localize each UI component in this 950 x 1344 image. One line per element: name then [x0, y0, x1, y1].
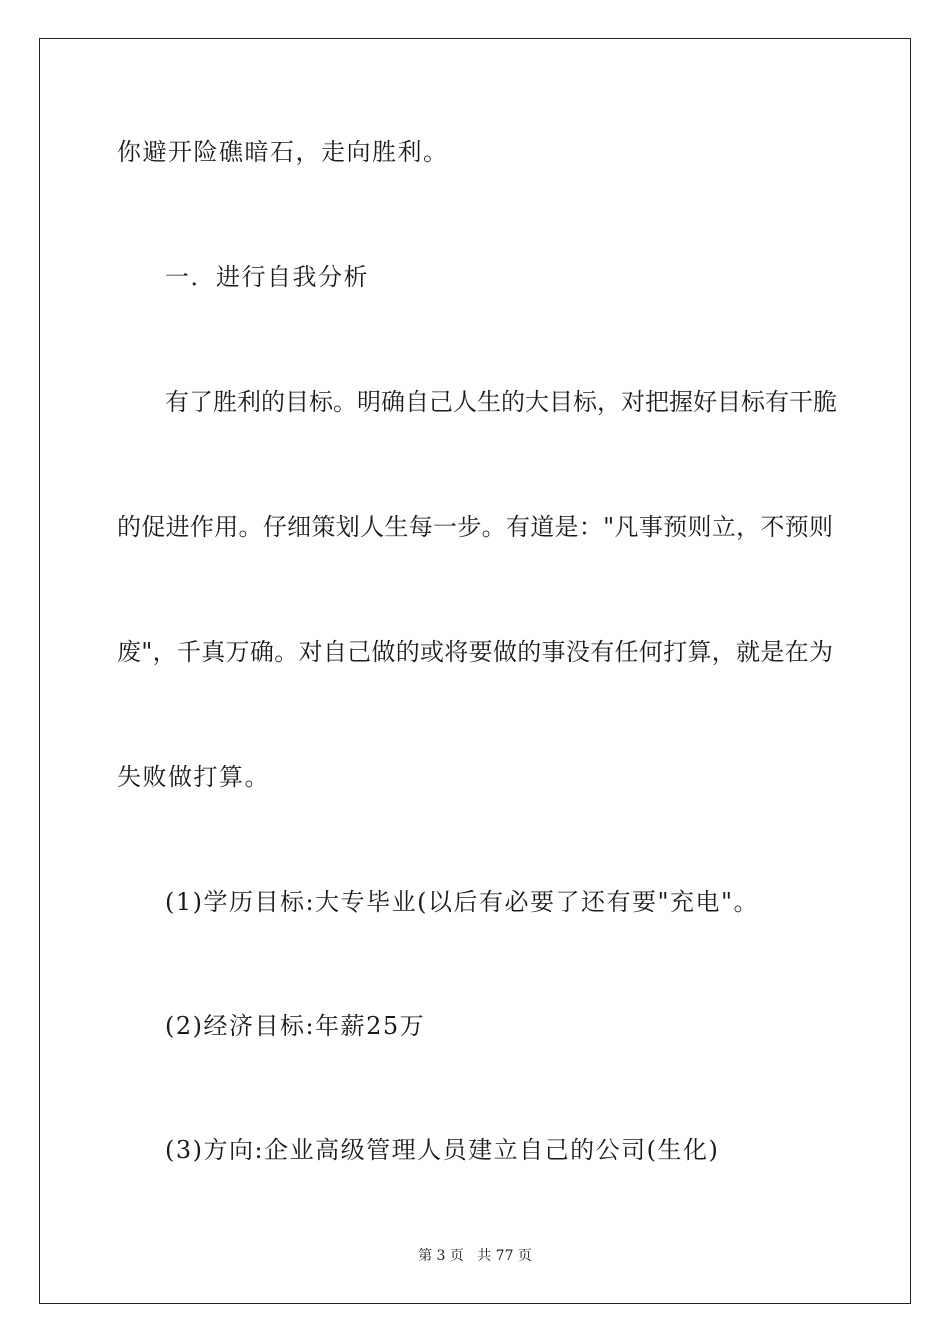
paragraph-line: 你避开险礁暗石，走向胜利。 — [117, 138, 449, 166]
paragraph-line: 失败做打算。 — [117, 763, 270, 791]
page-footer: 第 3 页 共 77 页 — [418, 1248, 532, 1264]
list-item: (2)经济目标:年薪25万 — [165, 1012, 426, 1040]
list-item: (3)方向:企业高级管理人员建立自己的公司(生化) — [165, 1136, 720, 1164]
paragraph-line: 有了胜利的目标。明确自己人生的大目标，对把握好目标有干脆 — [165, 388, 837, 416]
paragraph-line: 的促进作用。仔细策划人生每一步。有道是："凡事预则立，不预则 — [117, 513, 833, 541]
section-heading: 一．进行自我分析 — [165, 263, 369, 291]
page-frame — [39, 38, 911, 1304]
paragraph-line: 废"，千真万确。对自己做的或将要做的事没有任何打算，就是在为 — [117, 638, 833, 666]
list-item: (1)学历目标:大专毕业(以后有必要了还有要"充电"。 — [165, 888, 760, 916]
